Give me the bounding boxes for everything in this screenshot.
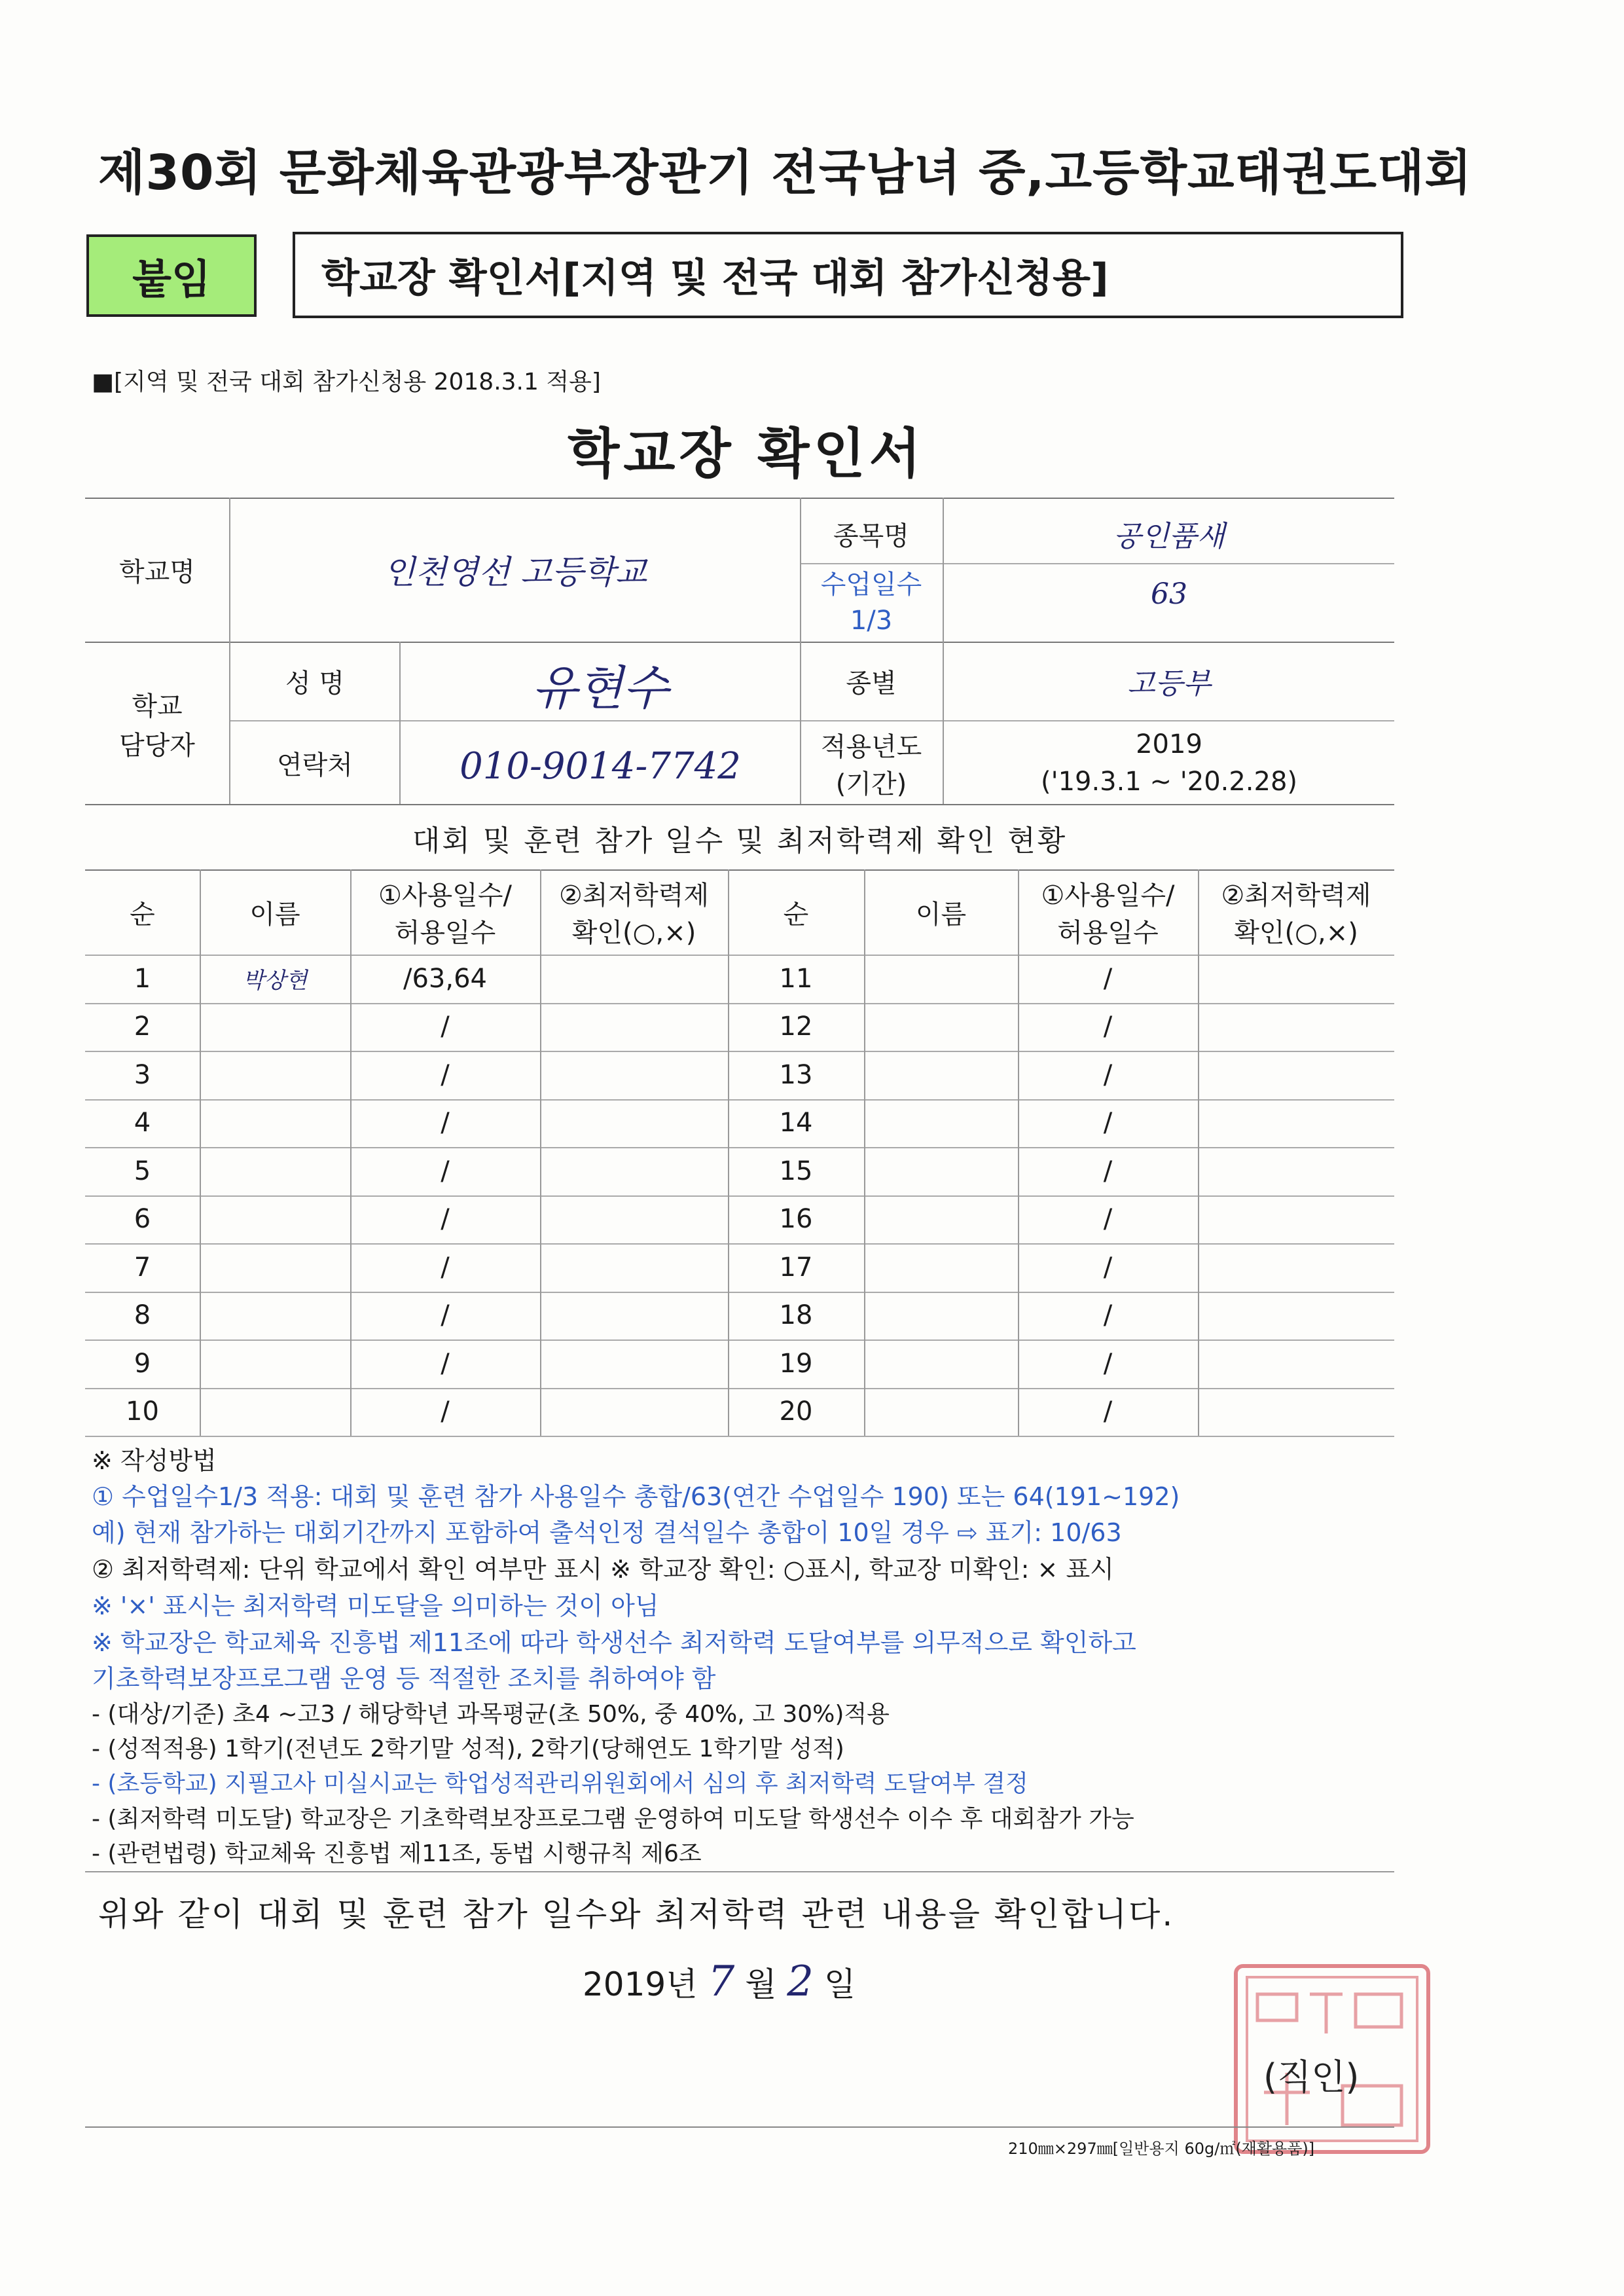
row-check <box>540 955 728 1003</box>
header-min-academic-check: 확인(○,×) <box>571 918 696 948</box>
row-check <box>540 1003 728 1051</box>
row-check <box>540 1099 728 1148</box>
row-name <box>864 1388 1018 1436</box>
row-days: / <box>1103 1059 1113 1090</box>
row-days: / <box>1103 1300 1113 1331</box>
row-number: 12 <box>779 1011 813 1042</box>
note-line: 기초학력보장프로그램 운영 등 적절한 조치를 취하여야 함 <box>92 1664 716 1693</box>
row-number: 18 <box>779 1300 813 1331</box>
note-line: ① 수업일수1/3 적용: 대회 및 훈련 참가 사용일수 총합/63(연간 수업일수 190) 또는 64(191~192) <box>92 1482 1180 1511</box>
row-check <box>1198 1388 1394 1436</box>
row-name <box>200 1292 350 1340</box>
header-min-academic: ②최저학력제 <box>1221 881 1371 911</box>
row-days: / <box>1103 1108 1113 1139</box>
row-name <box>864 1003 1018 1051</box>
confirmation-statement: 위와 같이 대회 및 훈련 참가 일수와 최저학력 관련 내용을 확인합니다. <box>98 1895 1175 1933</box>
header-days: ①사용일수/ <box>1041 881 1175 911</box>
paper-spec-footer: 210㎜×297㎜[일반용지 60g/㎡(재활용품)] <box>1008 2140 1315 2158</box>
row-name <box>200 1195 350 1244</box>
class-days-label: 수업일수 <box>820 570 922 600</box>
row-days: / <box>441 1011 450 1042</box>
row-check <box>1198 955 1394 1003</box>
table-rule <box>85 1436 1394 1437</box>
row-name <box>200 1051 350 1099</box>
row-number: 14 <box>779 1108 813 1139</box>
row-name <box>200 1003 350 1051</box>
row-name <box>864 1051 1018 1099</box>
date-month: 7 <box>708 1958 735 2006</box>
date-year: 2019년 <box>583 1965 698 2003</box>
row-check <box>1198 1292 1394 1340</box>
class-days-label-fraction: 1/3 <box>850 605 893 636</box>
header-name: 이름 <box>915 899 967 930</box>
note-line: ※ 학교장은 학교체육 진흥법 제11조에 따라 학생선수 최저학력 도달여부를 의무적으로 확인하고 <box>92 1628 1136 1657</box>
row-name <box>200 1339 350 1388</box>
class-days-value: 63 <box>1151 577 1187 611</box>
row-days: / <box>441 1059 450 1090</box>
contact-value: 010-9014-7742 <box>460 744 741 788</box>
row-number: 4 <box>134 1108 151 1139</box>
row-check <box>540 1292 728 1340</box>
divider <box>85 1871 1394 1872</box>
row-days: / <box>1103 1252 1113 1283</box>
row-number: 15 <box>779 1156 813 1186</box>
row-number: 9 <box>134 1348 151 1379</box>
event-value: 공인품새 <box>1113 520 1225 553</box>
year-value: 2019 <box>1136 729 1202 759</box>
row-name <box>864 1243 1018 1292</box>
row-days: / <box>441 1348 450 1379</box>
header-name: 이름 <box>249 899 300 930</box>
row-number: 7 <box>134 1252 151 1283</box>
subtitle-box: 학교장 확인서[지역 및 전국 대회 참가신청용] <box>293 232 1403 318</box>
row-name <box>200 1388 350 1436</box>
note-line: - (초등학교) 지필고사 미실시교는 학업성적관리위원회에서 심의 후 최저학력 도달여부 결정 <box>92 1770 1028 1797</box>
note-line: - (관련법령) 학교체육 진흥법 제11조, 동법 시행규칙 제6조 <box>92 1840 702 1867</box>
note-line: 예) 현재 참가하는 대회기간까지 포함하여 출석인정 결석일수 총합이 10일 경우 ⇨ 표기: 10/63 <box>92 1518 1122 1547</box>
document-title: 학교장 확인서 <box>568 423 925 485</box>
row-days: / <box>441 1252 450 1283</box>
note-line: - (성적적용) 1학기(전년도 2학기말 성적), 2학기(당해연도 1학기말 성적) <box>92 1736 844 1762</box>
row-number: 6 <box>134 1204 151 1235</box>
row-name <box>200 1243 350 1292</box>
row-check <box>1198 1195 1394 1244</box>
staff-label-2: 담당자 <box>119 730 195 761</box>
row-check <box>1198 1003 1394 1051</box>
row-check <box>1198 1147 1394 1195</box>
table-rule <box>85 498 1394 499</box>
row-days: / <box>441 1300 450 1331</box>
row-check <box>1198 1099 1394 1148</box>
sub-note: ■[지역 및 전국 대회 참가신청용 2018.3.1 적용] <box>92 369 601 395</box>
row-days: / <box>1103 1396 1113 1427</box>
row-number: 19 <box>779 1348 813 1379</box>
header-no: 순 <box>130 899 155 930</box>
row-check <box>1198 1051 1394 1099</box>
row-days: / <box>441 1204 450 1235</box>
row-name <box>864 1099 1018 1148</box>
row-name <box>864 1195 1018 1244</box>
row-days: / <box>1103 1348 1113 1379</box>
row-number: 16 <box>779 1204 813 1235</box>
category-value: 고등부 <box>1127 667 1211 701</box>
header-min-academic-check: 확인(○,×) <box>1234 918 1358 948</box>
header-days-allowed: 허용일수 <box>394 918 496 948</box>
row-number: 2 <box>134 1011 151 1042</box>
row-number: 1 <box>134 963 151 994</box>
name-value: 유현수 <box>532 661 669 716</box>
row-name <box>200 1147 350 1195</box>
note-line: ※ '×' 표시는 최저학력 미도달을 의미하는 것이 아님 <box>92 1592 659 1620</box>
row-number: 20 <box>779 1396 813 1427</box>
row-number: 11 <box>779 963 813 994</box>
note-line: ② 최저학력제: 단위 학교에서 확인 여부만 표시 ※ 학교장 확인: ○표시, 학교장 미확인: × 표시 <box>92 1555 1114 1584</box>
row-name <box>864 1339 1018 1388</box>
table-rule <box>85 642 1394 643</box>
section-title: 대회 및 훈련 참가 일수 및 최저학력제 확인 현황 <box>412 824 1068 858</box>
row-days: / <box>1103 1156 1113 1186</box>
row-name: 박상현 <box>242 968 308 994</box>
row-check <box>1198 1339 1394 1388</box>
note-line: - (대상/기준) 초4 ~고3 / 해당학년 과목평균(초 50%, 중 40%, 고 30%)적용 <box>92 1701 890 1728</box>
row-number: 3 <box>134 1059 151 1090</box>
attachment-badge: 붙임 <box>86 234 257 317</box>
row-check <box>540 1147 728 1195</box>
row-check <box>1198 1243 1394 1292</box>
row-check <box>540 1388 728 1436</box>
row-check <box>540 1051 728 1099</box>
row-days: / <box>1103 1011 1113 1042</box>
row-number: 10 <box>126 1396 159 1427</box>
header-min-academic: ②최저학력제 <box>558 881 710 911</box>
row-number: 8 <box>134 1300 151 1331</box>
row-check <box>540 1339 728 1388</box>
header-days: ①사용일수/ <box>378 881 512 911</box>
row-days: /63,64 <box>403 963 487 994</box>
divider <box>85 2126 1394 2128</box>
date-day: 2 <box>787 1958 814 2006</box>
row-days: / <box>1103 1204 1113 1235</box>
row-check <box>540 1195 728 1244</box>
table-rule <box>229 720 1394 721</box>
year-label-period: (기간) <box>835 769 907 799</box>
row-number: 17 <box>779 1252 813 1283</box>
row-name <box>864 1147 1018 1195</box>
row-name <box>864 1292 1018 1340</box>
row-days: / <box>1103 963 1113 994</box>
note-line: ※ 작성방법 <box>92 1446 217 1475</box>
row-check <box>540 1243 728 1292</box>
row-days: / <box>441 1108 450 1139</box>
header-days-allowed: 허용일수 <box>1057 918 1159 948</box>
school-value: 인천영선 고등학교 <box>383 553 647 591</box>
school-label: 학교명 <box>119 556 195 587</box>
category-label: 종별 <box>846 668 897 699</box>
row-number: 13 <box>779 1059 813 1090</box>
page-title: 제30회 문화체육관광부장관기 전국남녀 중,고등학교태권도대회 <box>98 145 1472 201</box>
name-label: 성 명 <box>285 668 344 699</box>
row-days: / <box>441 1396 450 1427</box>
header-no: 순 <box>783 899 809 930</box>
contact-label: 연락처 <box>277 750 353 780</box>
table-rule <box>85 804 1394 805</box>
staff-label: 학교 <box>132 691 183 721</box>
signature-date <box>583 1958 856 2006</box>
date-day-unit: 일 <box>823 1965 856 2003</box>
date-month-unit: 월 <box>745 1965 777 2003</box>
year-period-value: ('19.3.1 ~ '20.2.28) <box>1040 767 1298 797</box>
year-label: 적용년도 <box>820 731 922 762</box>
note-line: - (최저학력 미도달) 학교장은 기초학력보장프로그램 운영하여 미도달 학생선수 이수 후 대회참가 가능 <box>92 1806 1134 1832</box>
seal-label: (직인) <box>1263 2056 1360 2098</box>
event-label: 종목명 <box>833 520 909 551</box>
row-days: / <box>441 1156 450 1186</box>
row-name <box>200 1099 350 1148</box>
row-number: 5 <box>134 1156 151 1186</box>
row-name <box>864 955 1018 1003</box>
